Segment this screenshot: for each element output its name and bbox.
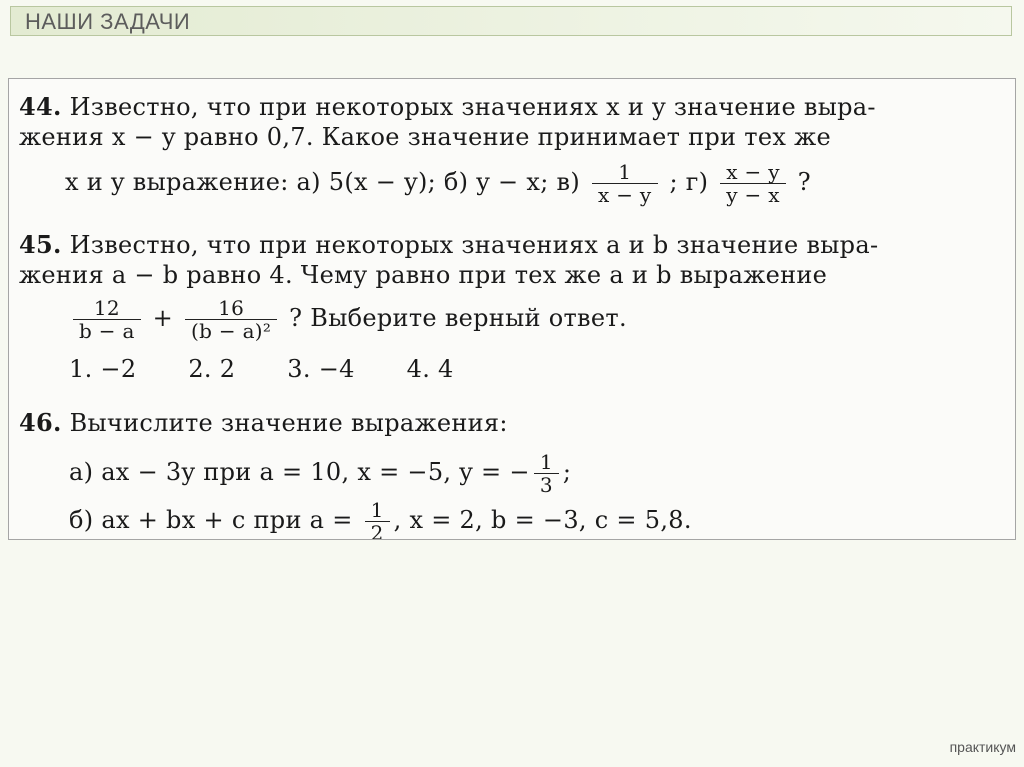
p46-b-fraction-den: 2 [370, 521, 384, 540]
p45-line-1 [19, 231, 878, 259]
p44-fraction-g [720, 161, 786, 206]
p45-line-3 [69, 297, 627, 342]
p44-line-3 [65, 161, 811, 206]
p45-fraction-1 [73, 297, 141, 342]
p46-a-fraction-num: 1 [534, 451, 559, 474]
p44-fraction-v-num: 1 [592, 161, 658, 184]
p44-text-3: x и y выражение: а) 5(x − y); б) y − x; в) [65, 168, 581, 196]
p46-a-end: ; [562, 458, 572, 486]
p45-fraction-2 [185, 297, 277, 342]
p46-b-text: б) ax + bx + c при a = [69, 506, 353, 534]
p45-option: 4. 4 [406, 355, 454, 383]
p46-b-fraction-num: 1 [365, 499, 390, 522]
p46-a-fraction [534, 451, 559, 496]
p44-fraction-v-den: x − y [597, 183, 652, 207]
p46-number: 46. [19, 408, 62, 437]
textbook-scan [8, 78, 1016, 540]
slide-title: НАШИ ЗАДАЧИ [25, 9, 191, 34]
p45-option: 3. −4 [287, 355, 355, 383]
p46-b-fraction [365, 499, 390, 540]
p44-line-1 [19, 93, 1007, 121]
p44-separator: ; г) [669, 168, 709, 196]
p44-text-1: Известно, что при некоторых значениях x и y значение выра- [69, 93, 876, 121]
p44-line-2: жения x − y равно 0,7. Какое значение принимает при тех же [19, 123, 832, 151]
p46-item-a [69, 451, 571, 496]
p45-plus: + [152, 304, 174, 332]
p45-option: 2. 2 [188, 355, 236, 383]
p45-fraction-1-num: 12 [73, 297, 141, 320]
p45-option: 1. −2 [69, 355, 137, 383]
footer-label: практикум [949, 739, 1016, 755]
p46-title: Вычислите значение выражения: [69, 409, 508, 437]
p44-number: 44. [19, 92, 62, 121]
slide-header-bar [10, 6, 1012, 36]
p45-fraction-2-den: (b − a)² [191, 319, 272, 343]
p46-a-text: а) ax − 3y при a = 10, x = −5, y = − [69, 458, 530, 486]
p45-question: ? Выберите верный ответ. [289, 304, 627, 332]
p45-number: 45. [19, 230, 62, 259]
p44-fraction-g-den: y − x [726, 183, 780, 207]
p46-line-1 [19, 409, 508, 437]
p46-a-fraction-den: 3 [539, 473, 553, 497]
p46-item-b [69, 499, 692, 540]
p44-end: ? [797, 168, 811, 196]
p45-fraction-2-num: 16 [185, 297, 277, 320]
p44-fraction-g-num: x − y [720, 161, 786, 184]
p46-b-end: , x = 2, b = −3, c = 5,8. [393, 506, 692, 534]
p45-text-1: Известно, что при некоторых значениях a и b значение выра- [69, 231, 879, 259]
p45-fraction-1-den: b − a [79, 319, 135, 343]
p45-options [69, 355, 498, 383]
p45-line-2: жения a − b равно 4. Чему равно при тех же a и b выражение [19, 261, 828, 289]
p44-fraction-v [592, 161, 658, 206]
